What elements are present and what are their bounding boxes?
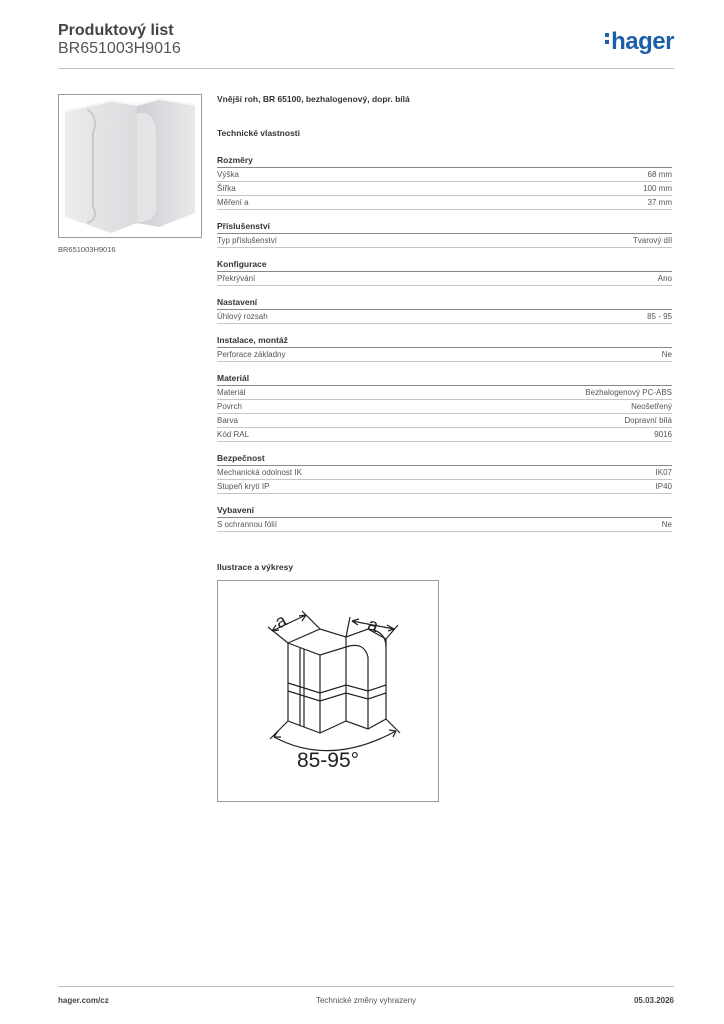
spec-row bbox=[217, 386, 672, 400]
tech-heading: Technické vlastnosti bbox=[217, 128, 300, 138]
footer-divider bbox=[58, 986, 674, 987]
logo-dots-icon bbox=[605, 28, 609, 44]
page-footer bbox=[58, 992, 674, 1006]
spec-section-title: Nastavení bbox=[217, 296, 672, 310]
illustration-title: Ilustrace a výkresy bbox=[217, 562, 294, 572]
footer-disclaimer: Technické změny vyhrazeny bbox=[315, 996, 417, 1005]
spec-section bbox=[217, 372, 672, 442]
header-divider bbox=[58, 68, 674, 69]
page-header bbox=[58, 22, 674, 70]
spec-row bbox=[217, 428, 672, 442]
spec-section bbox=[217, 504, 672, 532]
spec-section-title: Příslušenství bbox=[217, 220, 672, 234]
footer-website-link[interactable]: hager.com/cz bbox=[58, 996, 109, 1005]
spec-section-title: Vybavení bbox=[217, 504, 672, 518]
spec-panel bbox=[217, 94, 672, 542]
dim-label-right: a bbox=[365, 613, 382, 637]
spec-row bbox=[217, 196, 672, 210]
spec-label: Stupeň krytí IP bbox=[217, 482, 270, 491]
spec-row bbox=[217, 310, 672, 324]
spec-row bbox=[217, 182, 672, 196]
spec-row bbox=[217, 272, 672, 286]
product-image bbox=[58, 94, 202, 238]
spec-section-title: Instalace, montáž bbox=[217, 334, 672, 348]
spec-row bbox=[217, 348, 672, 362]
angle-range-label: 85-95° bbox=[296, 749, 360, 772]
spec-value: 68 mm bbox=[647, 170, 672, 179]
spec-value: IP40 bbox=[655, 482, 672, 491]
spec-value: Bezhalogenový PC-ABS bbox=[585, 388, 672, 397]
spec-value: IK07 bbox=[655, 468, 672, 477]
spec-label: Materiál bbox=[217, 388, 246, 397]
spec-label: Barva bbox=[217, 416, 238, 425]
spec-label: Mechanická odolnost IK bbox=[217, 468, 302, 477]
spec-label: Kód RAL bbox=[217, 430, 250, 439]
product-code: BR651003H9016 bbox=[58, 40, 181, 57]
spec-row bbox=[217, 518, 672, 532]
spec-section bbox=[217, 258, 672, 286]
spec-value: Neošetřený bbox=[631, 402, 672, 411]
spec-label: Perforace základny bbox=[217, 350, 286, 359]
spec-value: Ano bbox=[657, 274, 672, 283]
spec-value: 100 mm bbox=[643, 184, 672, 193]
spec-value: 37 mm bbox=[647, 198, 672, 207]
spec-label: S ochrannou fólií bbox=[217, 520, 278, 529]
spec-label: Povrch bbox=[217, 402, 242, 411]
spec-section bbox=[217, 296, 672, 324]
spec-label: Úhlový rozsah bbox=[217, 312, 268, 321]
dim-label-left: a bbox=[271, 609, 290, 633]
spec-sections bbox=[217, 154, 672, 532]
spec-value: Dopravní bílá bbox=[624, 416, 672, 425]
spec-label: Typ příslušenství bbox=[217, 236, 278, 245]
spec-row bbox=[217, 400, 672, 414]
product-image-caption: BR651003H9016 bbox=[58, 245, 116, 254]
spec-section-title: Materiál bbox=[217, 372, 672, 386]
spec-row bbox=[217, 414, 672, 428]
spec-section bbox=[217, 154, 672, 210]
spec-section bbox=[217, 452, 672, 494]
spec-row bbox=[217, 168, 672, 182]
spec-value: 85 - 95 bbox=[647, 312, 672, 321]
product-name: Vnější roh, BR 65100, bezhalogenový, dopr. bílá bbox=[217, 94, 410, 104]
spec-label: Měření a bbox=[217, 198, 249, 207]
spec-value: Tvarový díl bbox=[632, 236, 672, 245]
spec-section-title: Konfigurace bbox=[217, 258, 672, 272]
spec-row bbox=[217, 466, 672, 480]
product-render-icon bbox=[59, 95, 201, 237]
hager-logo bbox=[605, 28, 674, 56]
spec-section-title: Rozměry bbox=[217, 154, 672, 168]
spec-label: Překrývání bbox=[217, 274, 256, 283]
logo-text: hager bbox=[611, 28, 674, 55]
footer-date: 05.03.2026 bbox=[633, 996, 674, 1005]
spec-label: Šířka bbox=[217, 184, 236, 193]
document-title: Produktový list bbox=[58, 22, 174, 39]
spec-value: Ne bbox=[661, 520, 672, 529]
spec-value: 9016 bbox=[654, 430, 672, 439]
spec-row bbox=[217, 480, 672, 494]
technical-drawing bbox=[217, 580, 439, 802]
spec-section bbox=[217, 220, 672, 248]
spec-label: Výška bbox=[217, 170, 239, 179]
spec-row bbox=[217, 234, 672, 248]
spec-value: Ne bbox=[661, 350, 672, 359]
spec-section bbox=[217, 334, 672, 362]
spec-section-title: Bezpečnost bbox=[217, 452, 672, 466]
